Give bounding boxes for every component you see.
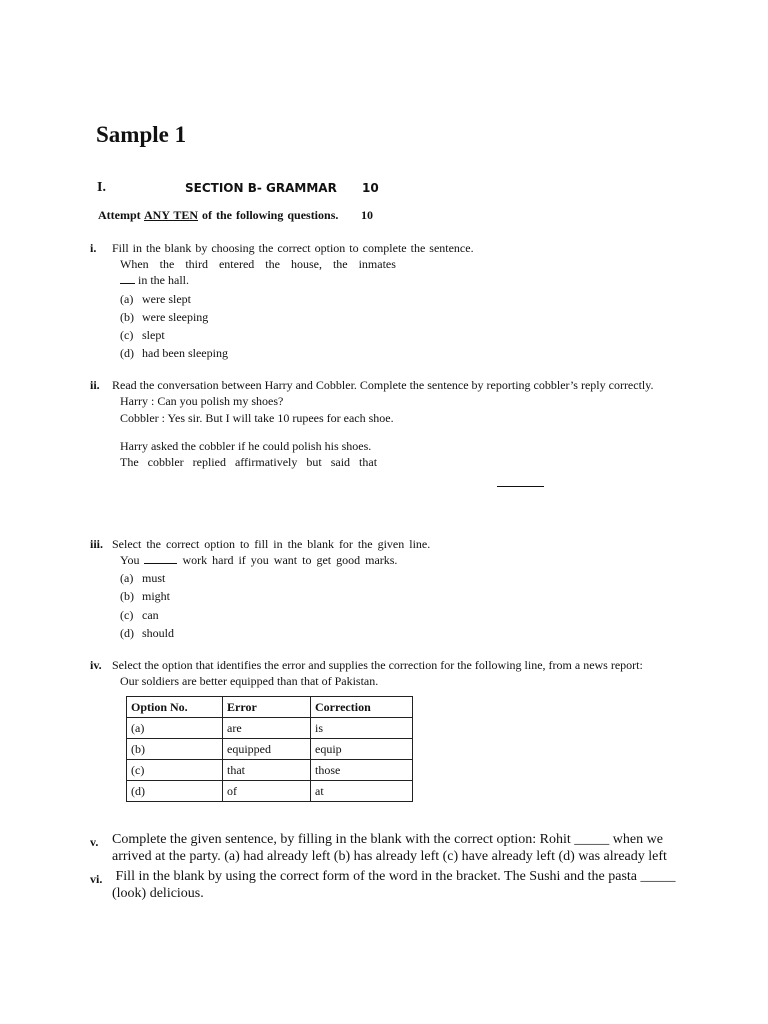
question-prompt: Fill in the blank by choosing the correct option to complete the sentence. <box>112 241 474 255</box>
option-text: can <box>142 608 159 622</box>
table-cell: that <box>223 760 311 781</box>
table-cell: those <box>311 760 413 781</box>
question-prompt: Select the correct option to fill in the blank for the given line. <box>112 537 431 551</box>
table-cell: (b) <box>127 739 223 760</box>
option-label: (b) <box>120 310 134 324</box>
question-prompt: Select the option that identifies the error and supplies the correction for the following line, from a news report: <box>112 658 643 672</box>
question-line <box>112 869 676 885</box>
table-header-cell: Correction <box>311 697 413 718</box>
instruction-marks: 10 <box>361 208 373 222</box>
answer-blank <box>144 553 177 564</box>
option-item <box>120 346 228 361</box>
question-number: v. <box>90 835 99 849</box>
option-item <box>120 328 165 343</box>
option-label: (a) <box>120 292 134 306</box>
option-text: slept <box>142 328 165 342</box>
question-line: Harry asked the cobbler if he could polish his shoes. <box>120 439 372 453</box>
table-cell: (c) <box>127 760 223 781</box>
option-item <box>120 626 174 641</box>
option-label: (d) <box>120 346 134 360</box>
section-title: SECTION B- GRAMMAR <box>185 181 337 195</box>
answer-blank <box>497 486 544 487</box>
option-text: should <box>142 626 175 640</box>
question-line <box>120 273 189 288</box>
option-item <box>120 608 159 623</box>
question-line: (look) delicious. <box>112 886 204 901</box>
question-line: When the third entered the house, the inmates <box>120 257 396 271</box>
question-line: Harry : Can you polish my shoes? <box>120 394 284 408</box>
instruction-after: of the following questions. <box>198 208 339 222</box>
table-cell: (d) <box>127 781 223 802</box>
question-line: Complete the given sentence, by filling in the blank with the correct option: Rohit _____ when we <box>112 832 663 847</box>
options-table <box>126 696 413 802</box>
option-label: (a) <box>120 571 134 585</box>
question-number: iii. <box>90 537 104 551</box>
instruction-before: Attempt <box>98 208 144 222</box>
table-row <box>127 718 413 739</box>
line-text: work hard if you want to get good marks. <box>182 553 398 567</box>
question-number: i. <box>90 241 97 255</box>
option-text: might <box>142 589 171 603</box>
question-number: ii. <box>90 378 100 392</box>
line-text: You <box>120 553 140 567</box>
table-cell: is <box>311 718 413 739</box>
table-cell: equipped <box>223 739 311 760</box>
option-item <box>120 310 208 325</box>
table-cell: equip <box>311 739 413 760</box>
option-text: had been sleeping <box>142 346 228 360</box>
table-cell: are <box>223 718 311 739</box>
table-row <box>127 739 413 760</box>
answer-blank <box>120 273 135 284</box>
question-line <box>120 553 397 568</box>
instruction-underlined: ANY TEN <box>144 208 199 222</box>
table-row <box>127 781 413 802</box>
question-prompt: Read the conversation between Harry and Cobbler. Complete the sentence by reporting cobbler’s reply correctly. <box>112 378 654 392</box>
question-number: iv. <box>90 658 102 672</box>
question-line: arrived at the party. (a) had already left (b) has already left (c) have already left (d) was already left <box>112 849 667 864</box>
option-label: (c) <box>120 608 134 622</box>
option-item <box>120 589 170 604</box>
line-text: in the hall. <box>138 273 189 287</box>
table-row <box>127 760 413 781</box>
question-number: vi. <box>90 872 103 886</box>
table-cell: of <box>223 781 311 802</box>
table-cell: (a) <box>127 718 223 739</box>
option-label: (d) <box>120 626 134 640</box>
option-text: were sleeping <box>142 310 209 324</box>
table-header-cell: Error <box>223 697 311 718</box>
instruction <box>98 208 338 223</box>
table-cell: at <box>311 781 413 802</box>
option-label: (c) <box>120 328 134 342</box>
option-item <box>120 571 165 586</box>
question-line: The cobbler replied affirmatively but said that <box>120 455 378 469</box>
table-header-row <box>127 697 413 718</box>
section-number: I. <box>97 180 106 195</box>
line-text: Fill in the blank by using the correct form of the word in the bracket. The Sushi and the pasta _____ <box>115 869 676 884</box>
option-text: must <box>142 571 166 585</box>
question-line: Cobbler : Yes sir. But I will take 10 rupees for each shoe. <box>120 411 394 425</box>
table-header-cell: Option No. <box>127 697 223 718</box>
option-text: were slept <box>142 292 191 306</box>
page-title: Sample 1 <box>96 122 187 147</box>
question-line: Our soldiers are better equipped than that of Pakistan. <box>120 674 379 688</box>
option-label: (b) <box>120 589 134 603</box>
option-item <box>120 292 191 307</box>
section-marks: 10 <box>362 181 379 195</box>
